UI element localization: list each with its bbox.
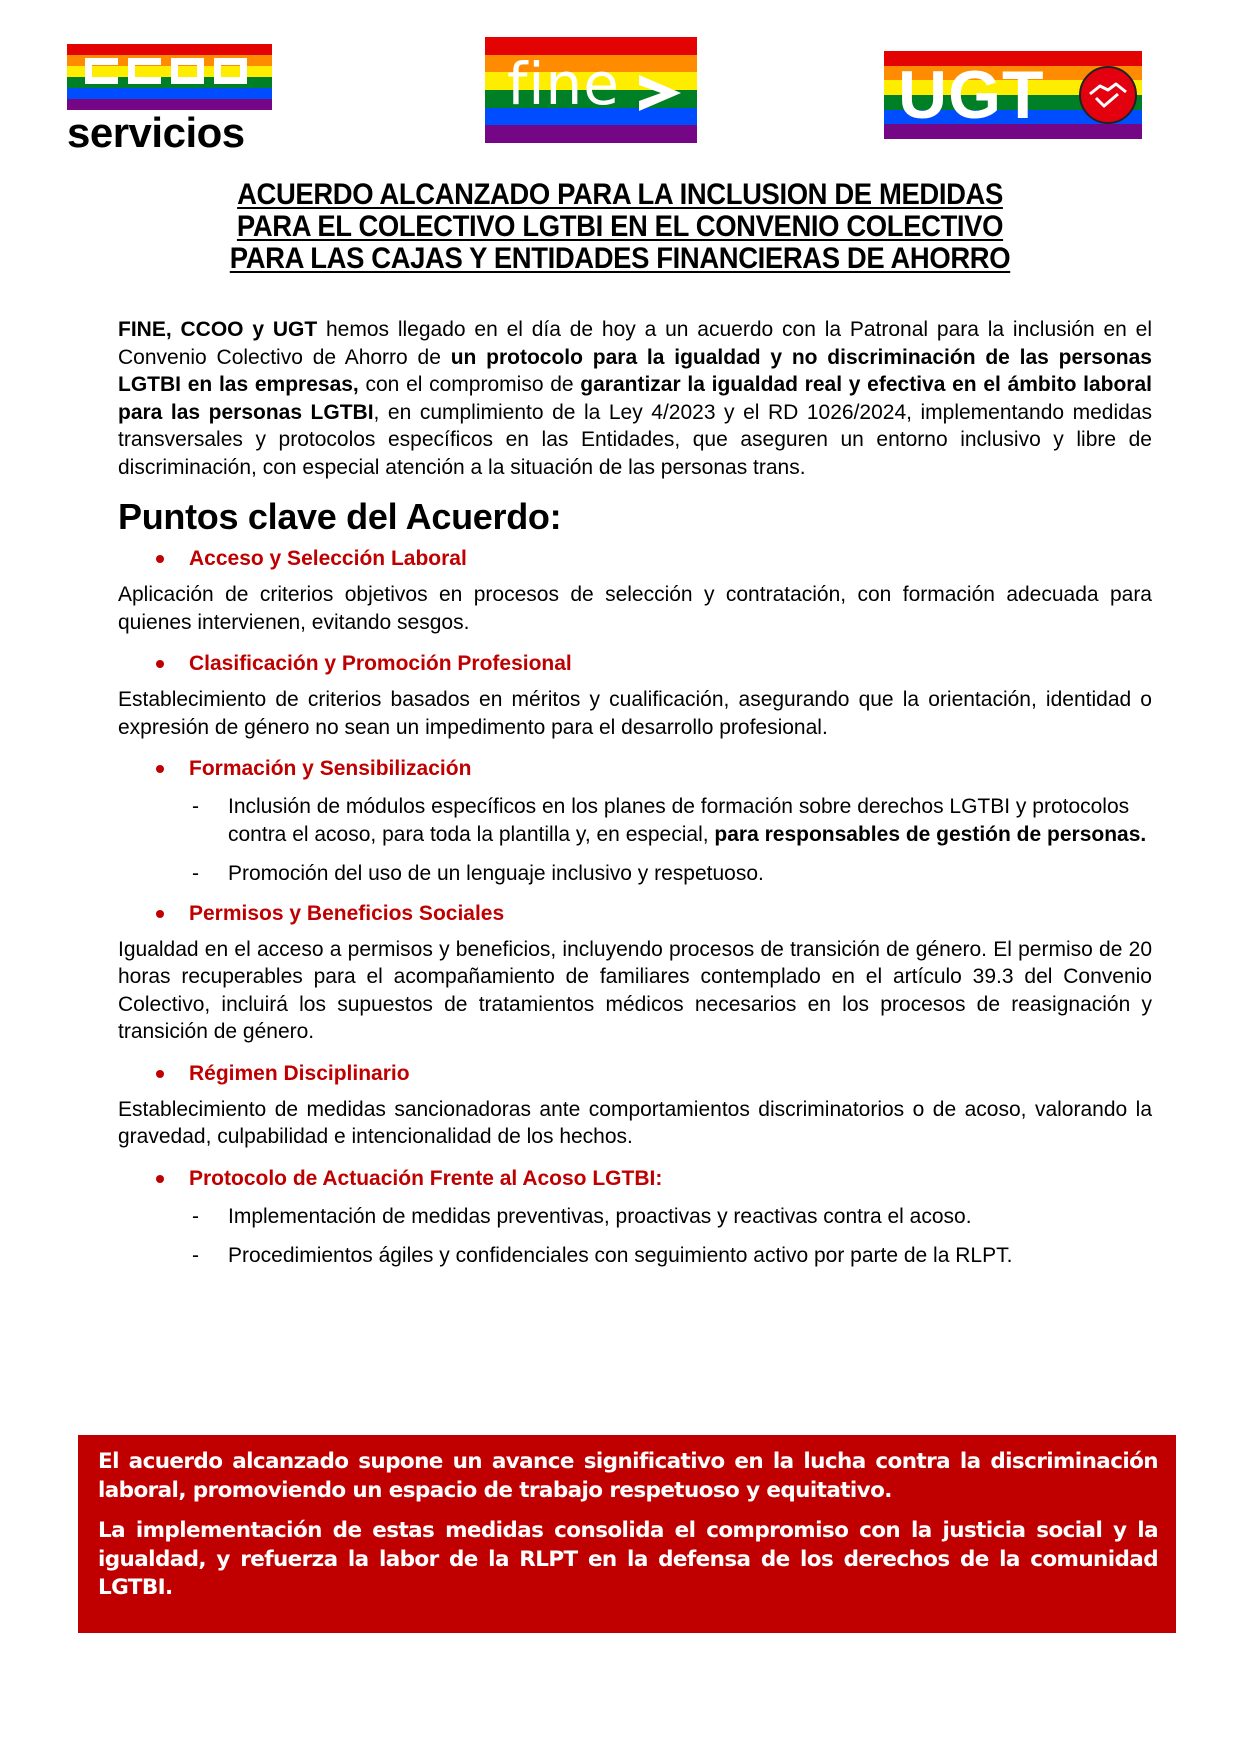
- bullet-icon: [156, 555, 164, 563]
- bullet-icon: [156, 1070, 164, 1078]
- text-run: Implementación de medidas preventivas, proactivas y reactivas contra el acoso.: [228, 1204, 972, 1228]
- text-run: con el compromiso de: [358, 373, 581, 396]
- text-run: hemos llegado en el día de hoy a un acuerdo con la Patronal para la inclusión en el Convenio Colectivo de Ahorro de: [118, 318, 1152, 369]
- key-point-title: Protocolo de Actuación Frente al Acoso LGTBI:: [189, 1166, 663, 1190]
- conclusion-paragraph: La implementación de estas medidas consolida el compromiso con la justicia social y la igualdad, y refuerza la labor de la RLPT en la defensa de los derechos de la comunidad LGTBI.: [98, 1518, 1158, 1600]
- key-point-body: Establecimiento de criterios basados en méritos y cualificación, asegurando que la orientación, identidad o expresión de género no sean un impedimento para el desarrollo profesional.: [118, 688, 1152, 739]
- key-point-body: Establecimiento de medidas sancionadoras ante comportamientos discriminatorios o de acoso, valorando la gravedad, culpabilidad e intencionalidad de los hechos.: [118, 1097, 1152, 1148]
- title-line: ACUERDO ALCANZADO PARA LA INCLUSION DE MEDIDAS: [237, 178, 1003, 211]
- dash-marker: -: [192, 1204, 199, 1228]
- fine-logo: [485, 37, 697, 143]
- key-point-body: Aplicación de criterios objetivos en procesos de selección y contratación, con formación adecuada para quienes intervienen, evitando sesgos.: [118, 583, 1152, 634]
- bold-text-run: garantizar la igualdad real y efectiva en el ámbito laboral para las personas LGTBI: [118, 373, 1152, 424]
- intro-paragraph: [118, 316, 1152, 481]
- title-line: PARA EL COLECTIVO LGTBI EN EL CONVENIO COLECTIVO: [236, 210, 1004, 243]
- arrow-right-icon: [637, 73, 683, 113]
- flag-stripe: [485, 125, 697, 143]
- sub-list-item: [192, 860, 1152, 888]
- bullet-icon: [156, 910, 164, 918]
- bullet-icon: [156, 765, 164, 773]
- key-point-title: Acceso y Selección Laboral: [189, 547, 467, 570]
- dash-marker: -: [192, 795, 199, 818]
- key-point-title: Régimen Disciplinario: [189, 1061, 410, 1085]
- key-points-heading: Puntos clave del Acuerdo:: [118, 496, 562, 537]
- bullet-icon: [156, 660, 164, 668]
- key-point-title: Formación y Sensibilización: [189, 757, 472, 780]
- key-point-title: Permisos y Beneficios Sociales: [189, 901, 505, 925]
- ccoo-servicios-logo: [67, 44, 272, 154]
- key-point-training: [118, 755, 1152, 888]
- dash-marker: -: [192, 1244, 199, 1267]
- handshake-icon: [1079, 66, 1137, 124]
- ccoo-letters-mark: [85, 58, 247, 84]
- text-run: Promoción del uso de un lenguaje inclusivo y respetuoso.: [228, 862, 764, 885]
- dash-marker: -: [192, 862, 199, 885]
- key-point-body: Igualdad en el acceso a permisos y beneficios, incluyendo procesos de transición de género. El permiso de 20 horas recuperables para el acompañamiento de familiares contemplado en el artículo 39.3 del Convenio Colectivo, incluirá los supuestos de tratamientos médicos necesarios en los procesos de reasignación y transición de género.: [118, 937, 1152, 1043]
- bold-text-run: un protocolo para la igualdad y no discriminación de las personas LGTBI en las empresas,: [118, 345, 1152, 396]
- sub-list-item: [192, 793, 1152, 848]
- sub-list-item: [192, 1242, 1152, 1270]
- document-body: [118, 316, 1152, 1284]
- sub-list-item: [192, 1203, 1152, 1231]
- fine-wordmark: fine: [507, 50, 620, 118]
- key-point-harassment-protocol: [118, 1165, 1152, 1270]
- document-title: [146, 179, 1095, 275]
- sub-list: [192, 793, 1152, 888]
- ugt-wordmark: UGT: [898, 57, 1045, 133]
- ccoo-subtitle: servicios: [67, 109, 245, 156]
- bold-text-run: para responsables de gestión de personas.: [714, 822, 1147, 846]
- key-point-title: Clasificación y Promoción Profesional: [189, 652, 572, 675]
- key-point-permits-benefits: [118, 900, 1152, 1046]
- flag-stripe: [67, 44, 272, 55]
- bold-text-run: FINE, CCOO y UGT: [118, 318, 318, 341]
- title-line: PARA LAS CAJAS Y ENTIDADES FINANCIERAS DE AHORRO: [229, 242, 1011, 275]
- sub-list: [192, 1203, 1152, 1270]
- text-run: Inclusión de módulos específicos en los planes de formación sobre derechos LGTBI y protocolos contra el acoso, para toda la plantilla y, en especial,: [228, 795, 1130, 846]
- key-point-access-selection: [118, 545, 1152, 636]
- conclusion-paragraph: El acuerdo alcanzado supone un avance significativo en la lucha contra la discriminación laboral, promoviendo un espacio de trabajo respetuoso y equitativo.: [98, 1449, 1158, 1503]
- key-point-disciplinary: [118, 1060, 1152, 1151]
- text-run: , en cumplimiento de la Ley 4/2023 y el RD 1026/2024, implementando medidas transversales y protocolos específicos en las Entidades, que aseguren un entorno inclusivo y libre de discriminación, con especial atención a la situación de las personas trans.: [118, 400, 1152, 479]
- bullet-icon: [156, 1175, 164, 1183]
- flag-stripe: [67, 88, 272, 99]
- key-point-classification-promotion: [118, 650, 1152, 741]
- text-run: Procedimientos ágiles y confidenciales con seguimiento activo por parte de la RLPT.: [228, 1244, 1013, 1267]
- conclusion-box: [78, 1435, 1176, 1633]
- ugt-logo: [884, 51, 1142, 139]
